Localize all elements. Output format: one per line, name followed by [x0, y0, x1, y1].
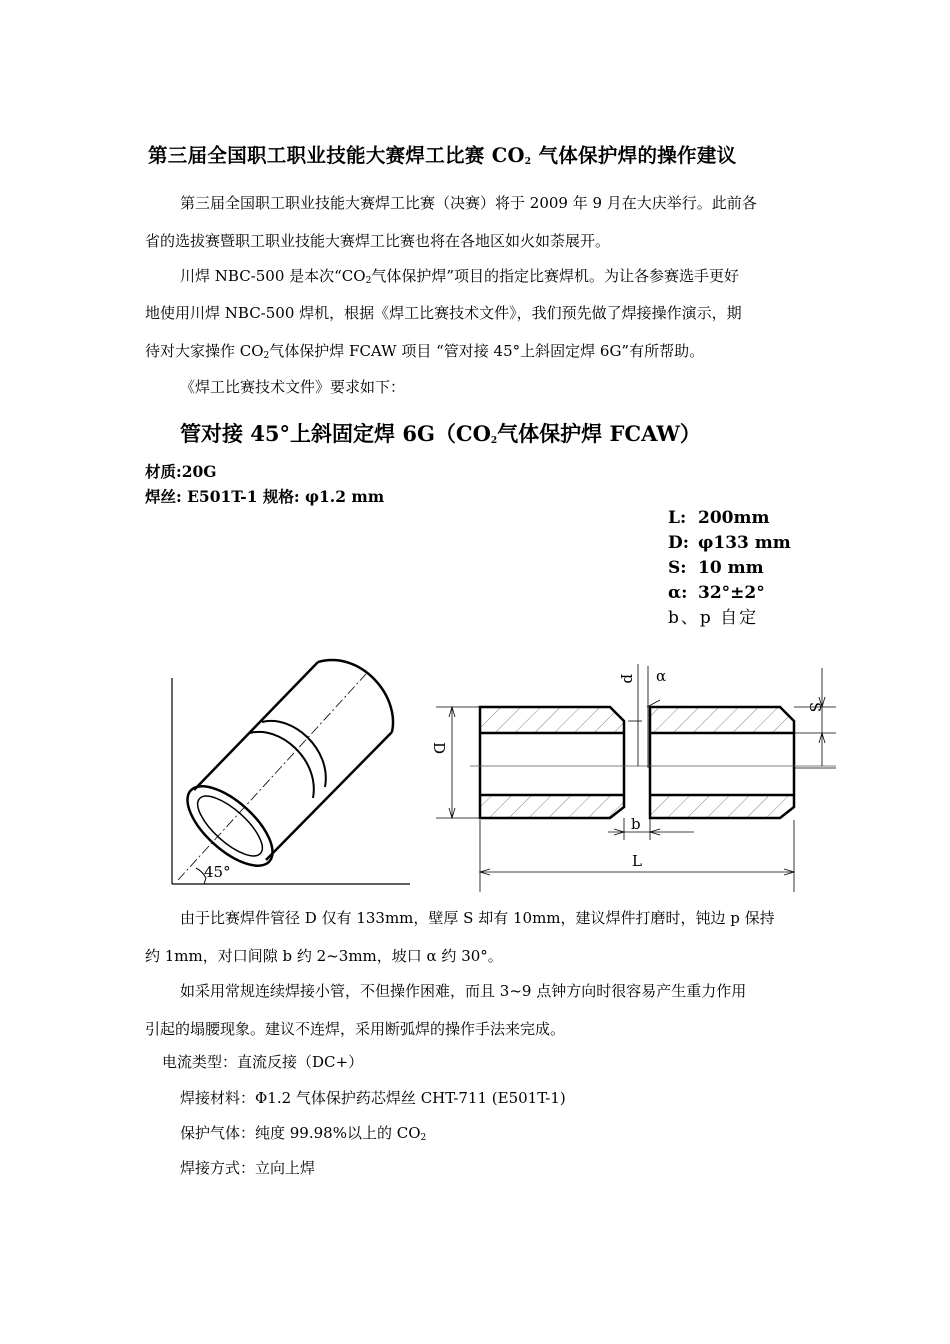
para-machine-line1: 川焊 NBC-500 是本次“$CO_2$气体保护焊”项目的指定比赛焊机。为让各参赛选手更好 — [180, 267, 739, 286]
para-machine-line3: 待对大家操作 $CO_2$气体保护焊 FCAW 项目 “管对接 45°上斜固定焊 6G”有所帮助。 — [145, 342, 705, 361]
para-requirements: 《焊工比赛技术文件》要求如下： — [180, 378, 406, 396]
para-technique-line1: 如采用常规连续焊接小管，不但操作困难，而且 3~9 点钟方向时很容易产生重力作用 — [180, 982, 747, 1000]
page-title: 第三届全国职工职业技能大赛焊工比赛 $CO_2$ 气体保护焊的操作建议 — [148, 144, 737, 167]
label-alpha: α — [656, 667, 667, 685]
para-advice-line1: 由于比赛焊件管径 D 仅有 133mm，壁厚 S 却有 10mm，建议焊件打磨时，钝边 p 保持 — [180, 909, 775, 927]
spec-title: 管对接 45°上斜固定焊 $6G(CO_2$气体保护焊 FCAW） — [180, 421, 701, 446]
current-type: 电流类型：直流反接（DC+） — [162, 1053, 364, 1071]
wire-label: 焊丝: E501T-1 规格: φ1.2 mm — [145, 487, 385, 506]
material-label: 材质:20G — [145, 462, 217, 481]
pipe-perspective — [172, 660, 410, 884]
welding-material: 焊接材料：Φ1.2 气体保护药芯焊丝 CHT-711 (E501T-1) — [180, 1089, 566, 1107]
para-intro-line1: 第三届全国职工职业技能大赛焊工比赛（决赛）将于 2009 年 9 月在大庆举行。此前各 — [180, 194, 757, 212]
welding-method: 焊接方式：立向上焊 — [180, 1159, 316, 1177]
label-p: p — [620, 674, 638, 684]
label-b: b — [631, 815, 641, 833]
para-intro-line2: 省的选拔赛暨职工职业技能大赛焊工比赛也将在各地区如火如荼展开。 — [145, 232, 611, 250]
param-alpha: α: 32°±2° — [668, 583, 765, 603]
label-D: D — [430, 742, 448, 755]
para-machine-line2: 地使用川焊 NBC-500 焊机，根据《焊工比赛技术文件》，我们预先做了焊接操作演示，期 — [145, 304, 742, 322]
angle-label: 45° — [204, 863, 231, 881]
param-S: S: 10 mm — [668, 558, 764, 578]
param-bp: b、p 自定 — [668, 608, 759, 628]
shielding-gas: 保护气体：纯度 99.98%以上的 $CO_2$ — [180, 1124, 427, 1143]
param-D: D: φ133 mm — [668, 533, 791, 553]
param-L: L: 200mm — [668, 508, 770, 528]
para-advice-line2: 约 1mm，对口间隙 b 约 2~3mm，坡口 α 约 30°。 — [145, 947, 503, 965]
label-L: L — [632, 852, 642, 870]
para-technique-line2: 引起的塌腰现象。建议不连焊，采用断弧焊的操作手法来完成。 — [145, 1020, 566, 1038]
label-S: S — [806, 702, 824, 713]
